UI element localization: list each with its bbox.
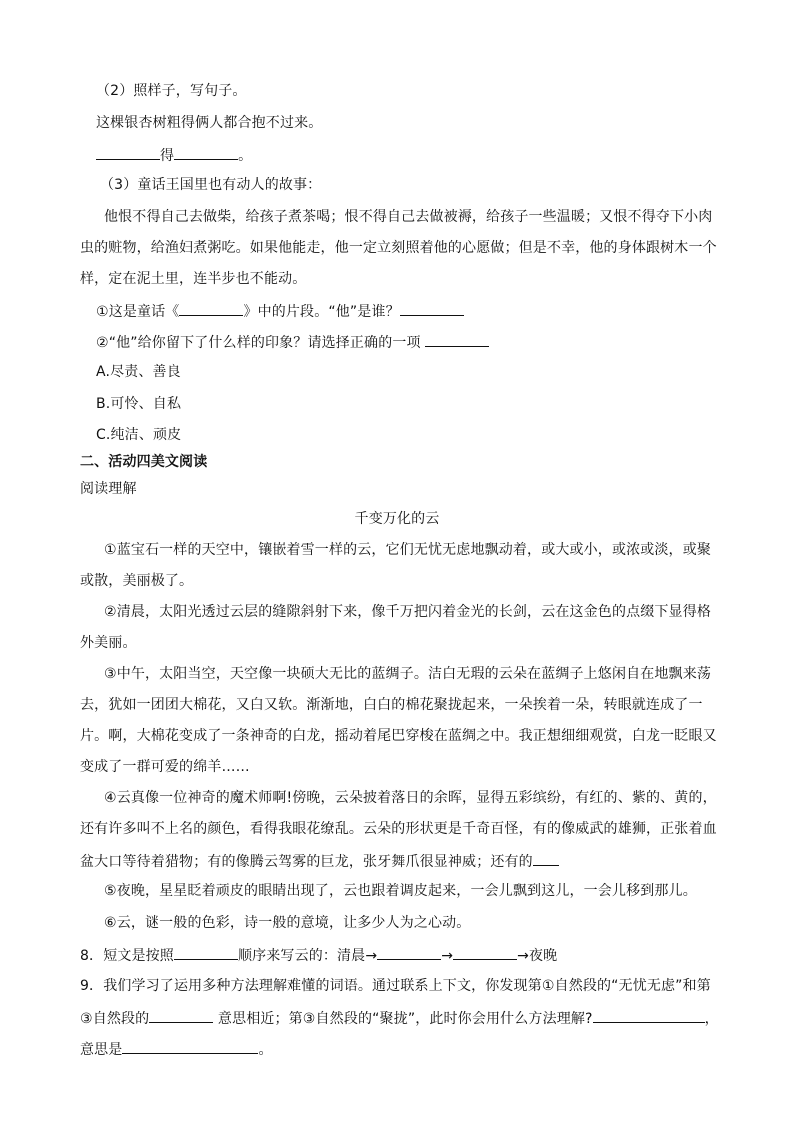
q2-end: 。 <box>238 148 253 164</box>
question-9-cont <box>80 1038 273 1060</box>
q3-passage-line: 虫的赃物，给渔妇煮粥吃。如果他能走，他一定立刻照着他的心愿做；但是不幸，他的身体跟树木一个 <box>80 240 717 256</box>
answer-blank[interactable] <box>174 144 238 160</box>
answer-blank[interactable] <box>96 144 160 160</box>
q2-answer-line <box>96 144 252 166</box>
q9-text-b: ③自然段的 <box>80 1011 150 1027</box>
q3-sub1-text-a: ①这是童话《 <box>96 304 180 320</box>
article-paragraph-2: ②清晨，太阳光透过云层的缝隙斜射下来，像千万把闪着金光的长剑，云在这金色的点缀下显得格 <box>104 604 711 620</box>
answer-blank[interactable] <box>453 944 517 960</box>
q3-sub2 <box>96 331 489 353</box>
answer-blank[interactable] <box>400 300 464 316</box>
q8-text-b: 顺序来写云的：清晨→ <box>237 948 378 964</box>
article-paragraph-3-cont: 片。啊，大棉花变成了一条神奇的白龙，摇动着尾巴穿梭在蓝绸之中。我正想细细观赏，白龙一眨眼又 <box>80 728 717 744</box>
answer-blank[interactable] <box>425 331 489 347</box>
q2-example: 这棵银杏树粗得俩人都合抱不过来。 <box>96 115 323 131</box>
q3-sub2-text: ②“他”给你留下了什么样的印象？请选择正确的一项 <box>96 335 426 351</box>
option-c: C.纯洁、顽皮 <box>96 427 182 443</box>
article-paragraph-2-cont: 外美丽。 <box>80 635 137 651</box>
q3-passage-line: 他恨不得自己去做柴，给孩子煮茶喝；恨不得自己去做被褥，给孩子一些温暖；又恨不得夺下小肉 <box>104 209 713 225</box>
question-8 <box>80 944 557 966</box>
q9-text-f: 。 <box>258 1042 273 1058</box>
article-paragraph-1: ①蓝宝石一样的天空中，镶嵌着雪一样的云，它们无忧无虑地飘动着，或大或小，或浓或淡，或聚 <box>104 542 711 558</box>
question-9: 9．我们学习了运用多种方法理解难懂的词语。通过联系上下文，你发现第①自然段的“无忧无虑”和第 <box>80 978 711 994</box>
answer-blank[interactable] <box>377 944 441 960</box>
q9-text-c: 意思相近；第③自然段的“聚拢”，此时你会用什么方法理解? <box>213 1011 593 1027</box>
q8-text-d: →夜晚 <box>517 948 558 964</box>
answer-blank[interactable] <box>593 1007 705 1023</box>
q3-passage-line: 样，定在泥土里，连半步也不能动。 <box>80 271 307 287</box>
q3-title: （3）童话王国里也有动人的故事： <box>100 177 322 193</box>
q9-text-e: 意思是 <box>80 1042 123 1058</box>
article-title: 千变万化的云 <box>354 511 440 527</box>
option-b: B.可怜、自私 <box>96 396 182 412</box>
q8-text-a: 8．短文是按照 <box>80 948 174 964</box>
answer-blank[interactable] <box>533 850 559 866</box>
q3-sub1-text-b: 》中的片段。“他”是谁？ <box>243 304 400 320</box>
q2-mid: 得 <box>160 148 175 164</box>
q8-text-c: → <box>441 948 454 964</box>
article-paragraph-4-cont: 还有许多叫不上名的颜色，看得我眼花缭乱。云朵的形状更是千奇百怪，有的像威武的雄狮，正张着血 <box>80 821 717 837</box>
article-paragraph-3: ③中午，太阳当空，天空像一块硕大无比的蓝绸子。洁白无瑕的云朵在蓝绸子上悠闲自在地飘来荡 <box>104 666 711 682</box>
article-paragraph-1-cont: 或散，美丽极了。 <box>80 573 194 589</box>
article-paragraph-3-cont: 变成了一群可爱的绵羊…… <box>80 759 250 775</box>
q9-text-d: ， <box>704 1011 719 1027</box>
section-heading: 二、活动四美文阅读 <box>80 454 208 470</box>
q3-sub1 <box>96 300 464 322</box>
answer-blank[interactable] <box>174 944 238 960</box>
q2-title: （2）照样子，写句子。 <box>96 83 247 99</box>
article-paragraph-4-cont <box>80 850 559 872</box>
answer-blank[interactable] <box>149 1007 213 1023</box>
article-paragraph-4-text: 盆大口等待着猎物；有的像腾云驾雾的巨龙，张牙舞爪很显神威；还有的 <box>80 854 533 870</box>
article-paragraph-5: ⑤夜晚，星星眨着顽皮的眼睛出现了，云也跟着调皮起来，一会儿飘到这儿，一会儿移到那儿。 <box>104 883 697 899</box>
answer-blank[interactable] <box>122 1038 258 1054</box>
question-9-cont <box>80 1007 719 1029</box>
article-paragraph-4: ④云真像一位神奇的魔术师啊!傍晚，云朵披着落日的余晖，显得五彩缤纷，有红的、紫的、黄的， <box>104 790 717 806</box>
article-paragraph-3-cont: 去，犹如一团团大棉花，又白又软。渐渐地，白白的棉花聚拢起来，一朵挨着一朵，转眼就连成了一 <box>80 697 703 713</box>
section-subheading: 阅读理解 <box>80 481 137 497</box>
answer-blank[interactable] <box>179 300 243 316</box>
option-a: A.尽责、善良 <box>96 364 181 380</box>
article-paragraph-6: ⑥云，谜一般的色彩，诗一般的意境，让多少人为之心动。 <box>104 915 471 931</box>
